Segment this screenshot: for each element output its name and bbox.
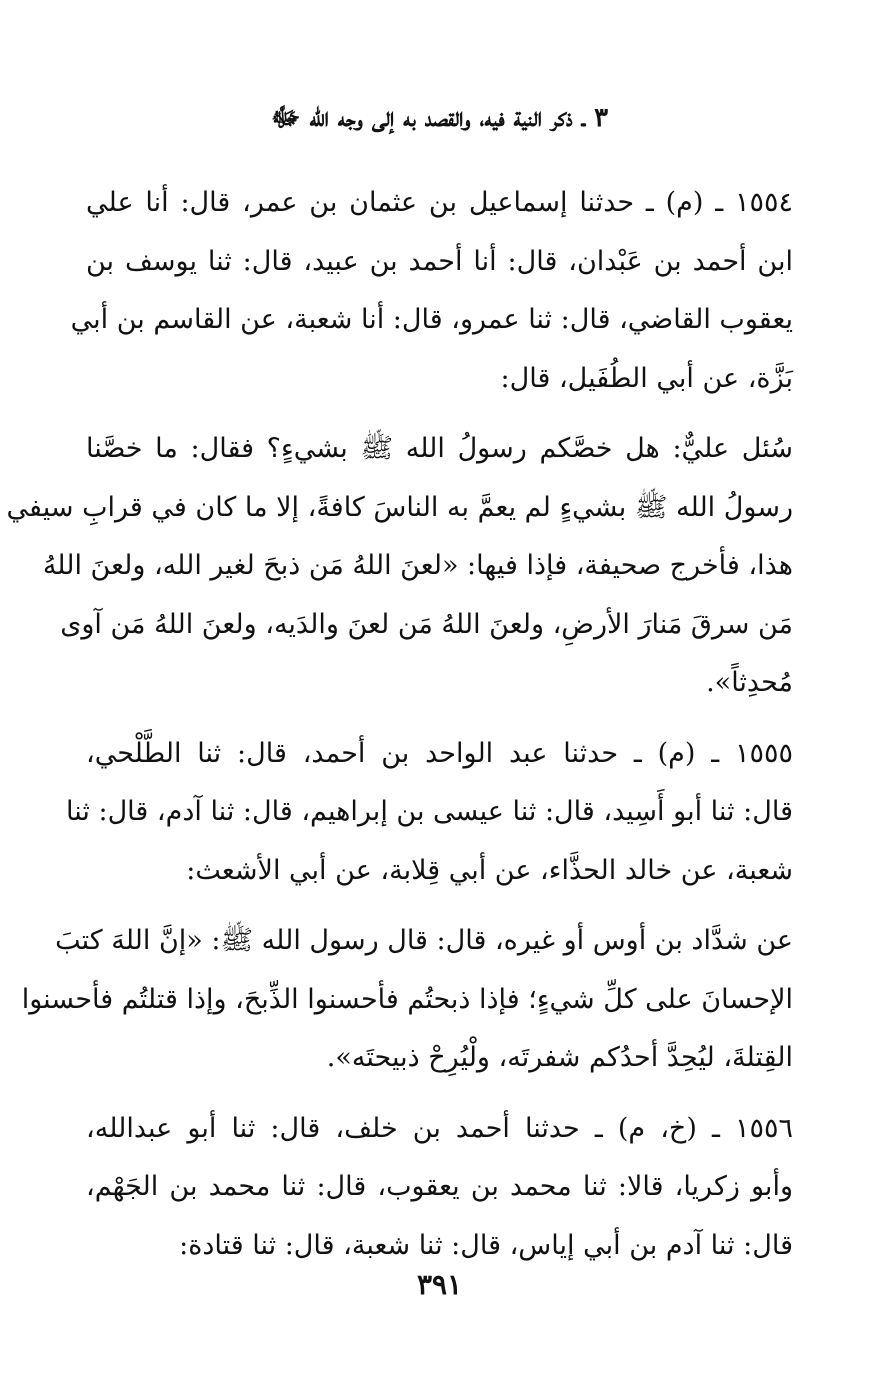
text-line: مُحدِثاً». [706,667,793,698]
hadith-1556-isnad [86,1100,793,1276]
text-line: ١٥٥٦ ـ (خ، م) ـ حدثنا أحمد بن خلف، قال: ثنا أبو عبدالله، [86,1112,793,1144]
text-line: بَزَّة، عن أبي الطُفَيل، قال: [500,362,793,394]
text-line: قال: ثنا آدم بن أبي إياس، قال: ثنا شعبة، قال: ثنا قتادة: [179,1229,793,1261]
text-line: مَن سرقَ مَنارَ الأرضِ، ولعنَ اللهُ مَن لعنَ والدَيه، ولعنَ اللهُ مَن آوى [60,608,793,640]
text-line: القِتلةَ، ليُحِدَّ أحدُكم شفرتَه، ولْيُرِحْ ذبيحتَه». [326,1042,793,1073]
hadith-1555-isnad [66,725,793,901]
text-line: الإحسانَ على كلِّ شيءٍ؛ فإذا ذبحتُم فأحسنوا الذِّبحَ، وإذا قتلتُم فأحسنوا [21,983,793,1015]
hadith-1554-isnad [70,174,793,408]
text-line: هذا، فأخرج صحيفة، فإذا فيها: «لعنَ اللهُ مَن ذبحَ لغير الله، ولعنَ اللهُ [42,550,793,581]
page-number: ٣٩١ [416,1268,463,1301]
text-line: ابن أحمد بن عَبْدان، قال: أنا أحمد بن عبيد، قال: ثنا يوسف بن [86,245,793,277]
text-line: سُئل عليٌّ: هل خصَّكم رسولُ الله ﷺ بشيءٍ؟ فقال: ما خصَّنا [86,433,793,464]
section-heading: ٣ ـ ذكر النية فيه، والقصد به إلى وجه الله ﷻ [270,103,609,133]
text-line: وأبو زكريا، قالا: ثنا محمد بن يعقوب، قال: ثنا محمد بن الجَهْم، [86,1171,793,1202]
text-line: عن شدَّاد بن أوس أو غيره، قال: قال رسول الله ﷺ: «إنَّ اللهَ كتبَ [55,925,793,956]
text-line: ١٥٥٤ ـ (م) ـ حدثنا إسماعيل بن عثمان بن عمر، قال: أنا علي [86,187,793,218]
text-line: رسولُ الله ﷺ بشيءٍ لم يعمَّ به الناسَ كافةً، إلا ما كان في قرابِ سيفي [6,491,793,523]
text-line: قال: ثنا أبو أَسِيد، قال: ثنا عيسى بن إبراهيم، قال: ثنا آدم، قال: ثنا [66,796,793,827]
text-line: يعقوب القاضي، قال: ثنا عمرو، قال: أنا شعبة، عن القاسم بن أبي [70,304,793,335]
text-line: شعبة، عن خالد الحذَّاء، عن أبي قِلابة، عن أبي الأشعث: [186,854,793,886]
hadith-1555-matn [21,912,793,1088]
text-line: ١٥٥٥ ـ (م) ـ حدثنا عبد الواحد بن أحمد، قال: ثنا الطَّلْحي، [86,737,793,769]
hadith-1554-matn [6,420,793,713]
